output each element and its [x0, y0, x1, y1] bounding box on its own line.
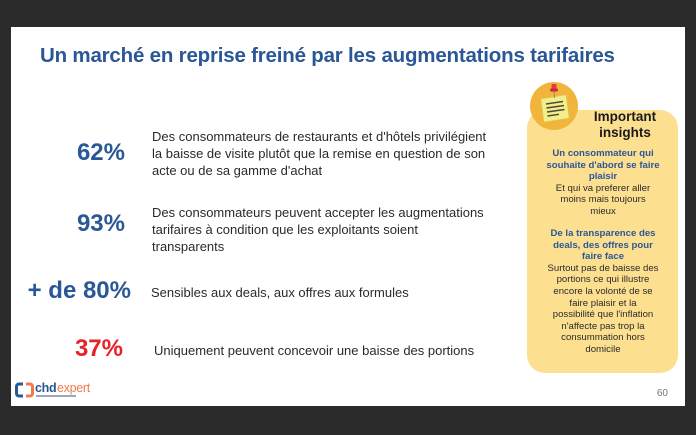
logo-text-chd: chd	[35, 381, 57, 395]
stat-description: Uniquement peuvent concevoir une baisse des portions	[154, 343, 475, 358]
insight-lead: De la transparence des deals, des offres pour faire face	[550, 228, 656, 263]
slide-title: Un marché en reprise freiné par les augmentations tarifaires	[40, 44, 615, 67]
insight-body: Et qui va preferer aller moins mais toujours mieux	[555, 182, 651, 217]
insight-item-1	[529, 148, 677, 218]
stat-value: 62%	[76, 139, 125, 166]
logo-text-expert: expert	[57, 381, 90, 395]
stat-description: Des consommateurs de restaurants et d'hôtels privilégient la baisse de visite plutôt que la remise en question de son acte ou de sa gamme d'achat	[152, 129, 487, 178]
insight-lead: Un consommateur qui souhaite d'abord se faire plaisir	[546, 148, 660, 183]
stat-value: + de 80%	[27, 277, 131, 304]
stat-description: Sensibles aux deals, aux offres aux formules	[151, 285, 409, 300]
sticky-note-icon	[530, 82, 578, 130]
insights-heading: Important insights	[593, 109, 657, 140]
stat-value: 37%	[74, 335, 123, 362]
chdexpert-logo	[15, 380, 105, 400]
page-number: 60	[656, 388, 668, 399]
slide	[11, 27, 685, 406]
stat-description: Des consommateurs peuvent accepter les augmentations tarifaires à condition que les exploitants soient transparents	[152, 205, 484, 254]
pinned-note-icon	[530, 82, 578, 130]
insight-body: Surtout pas de baisse des portions ce qui illustre encore la volonté de se faire plaisir et la possibilité que l'inflation n'affecte pas trop la consummation hors domicile	[547, 262, 659, 355]
insight-item-2	[529, 228, 677, 356]
stat-value: 93%	[76, 210, 125, 237]
logo-tagline	[36, 395, 76, 397]
logo-mark-icon	[15, 382, 35, 398]
